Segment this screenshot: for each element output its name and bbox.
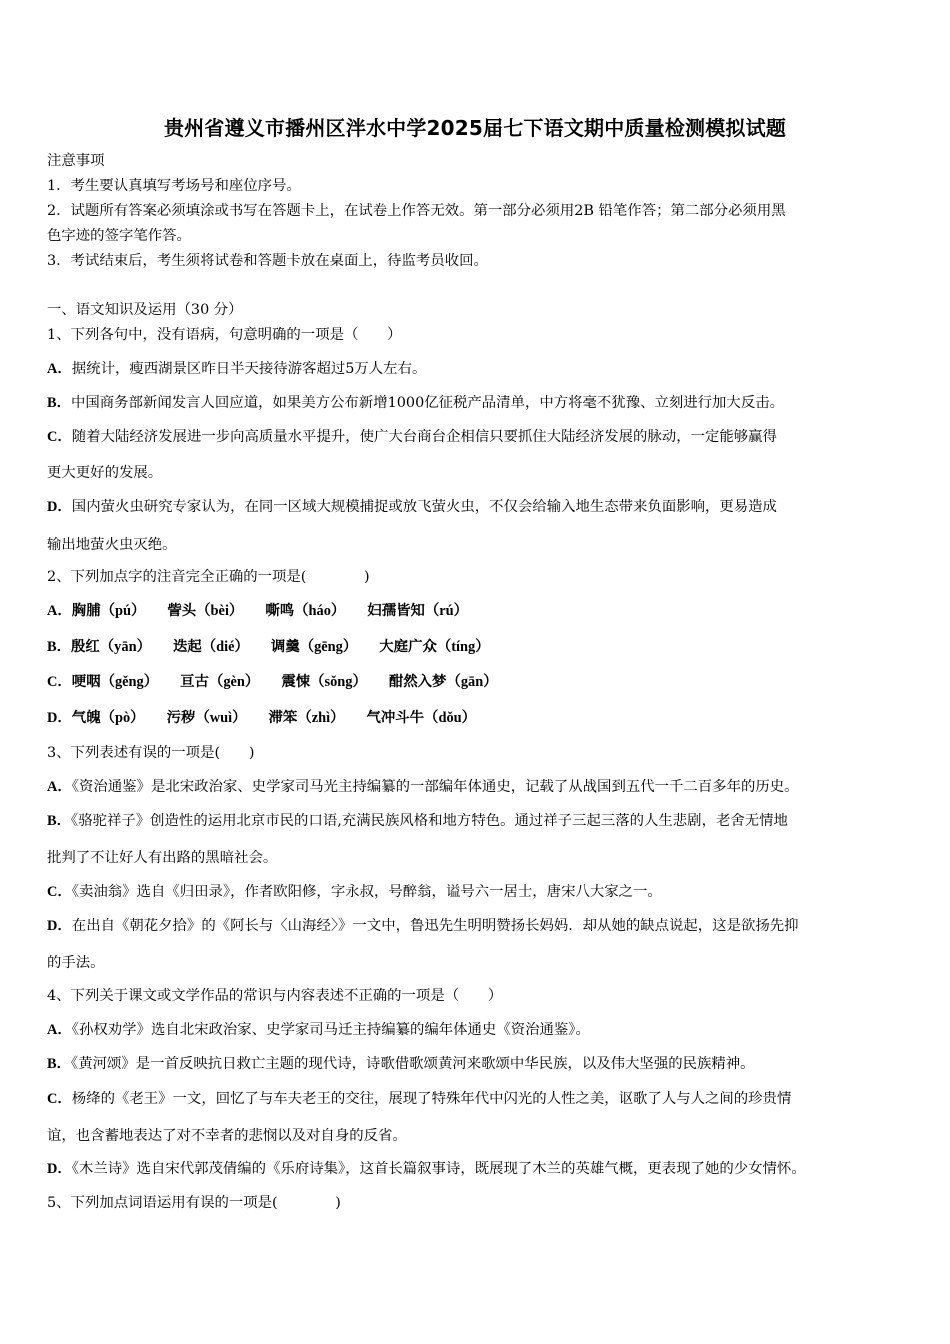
pinyin-item: 訾头（bèi） bbox=[167, 603, 244, 619]
option-label: D． bbox=[47, 1161, 72, 1177]
option-text: 国内萤火虫研究专家认为，在同一区域大规模捕捉或放飞萤火虫，不仅会给输入地生态带来负面影响，更易造成 bbox=[71, 499, 777, 515]
question-stem: 5、下列加点词语运用有误的一项是( ) bbox=[47, 1195, 341, 1211]
question-stem: 3、下列表述有误的一项是( ) bbox=[47, 745, 255, 761]
option-a bbox=[47, 1020, 917, 1040]
option-d bbox=[47, 497, 917, 517]
option-label: C． bbox=[47, 1091, 72, 1107]
pinyin-item: 震悚（sǒng） bbox=[281, 674, 367, 690]
pinyin-item: 酣然入梦（gān） bbox=[388, 674, 498, 690]
option-text: 《孙权劝学》选自北宋政治家、史学家司马迁主持编纂的编年体通史《资治通鉴》。 bbox=[71, 1022, 590, 1038]
option-a bbox=[47, 601, 917, 621]
option-c bbox=[47, 427, 917, 447]
option-c bbox=[47, 672, 917, 692]
option-c bbox=[47, 882, 917, 902]
option-label: B． bbox=[47, 395, 71, 411]
option-text: 随着大陆经济发展进一步向高质量水平提升，使广大台商台企相信只要抓住大陆经济发展的脉动，一定能够赢得 bbox=[71, 429, 777, 445]
question-stem: 4、下列关于课文或文学作品的常识与内容表述不正确的一项是（ ） bbox=[47, 988, 503, 1004]
option-text: 杨绛的《老王》一文，回忆了与车夫老王的交往，展现了特殊年代中闪光的人性之美，讴歌了人与人之间的珍贵情 bbox=[71, 1091, 792, 1107]
pinyin-item: 调羹（gēng） bbox=[270, 639, 358, 655]
option-d-cont: 的手法。 bbox=[47, 955, 105, 971]
pinyin-item: 嘶鸣（háo） bbox=[265, 603, 346, 619]
option-d-cont: 输出地萤火虫灭绝。 bbox=[47, 537, 177, 553]
option-label: A． bbox=[47, 779, 72, 795]
pinyin-item: 亘古（gèn） bbox=[180, 674, 260, 690]
option-b-cont: 批判了不让好人有出路的黑暗社会。 bbox=[47, 850, 278, 866]
option-d bbox=[47, 916, 917, 936]
option-c bbox=[47, 1089, 917, 1109]
option-label: B． bbox=[47, 1056, 71, 1072]
notice-heading: 注意事项 bbox=[47, 153, 105, 169]
option-text: 中国商务部新闻发言人回应道，如果美方公布新增1000亿征税产品清单，中方将毫不犹豫、立刻进行加大反击。 bbox=[71, 395, 784, 411]
pinyin-item: 气魄（pò） bbox=[71, 710, 145, 726]
option-text: 据统计，瘦西湖景区昨日半天接待游客超过5万人左右。 bbox=[71, 361, 427, 377]
option-b bbox=[47, 1054, 917, 1074]
page-title: 贵州省遵义市播州区泮水中学2025届七下语文期中质量检测模拟试题 bbox=[163, 116, 787, 140]
pinyin-item: 滞笨（zhì） bbox=[268, 710, 345, 726]
pinyin-item: 大庭广众（tíng） bbox=[379, 639, 490, 655]
option-b bbox=[47, 811, 917, 831]
option-text: 《卖油翁》选自《归田录》，作者欧阳修，字永叔，号醉翁，谥号六一居士，唐宋八大家之一。 bbox=[71, 884, 662, 900]
option-label: A． bbox=[47, 361, 72, 377]
option-label: C． bbox=[47, 674, 72, 690]
option-label: D． bbox=[47, 499, 72, 515]
option-d bbox=[47, 708, 917, 728]
notice-item: 色字迹的签字笔作答。 bbox=[47, 228, 191, 244]
notice-item: 3．考试结束后，考生须将试卷和答题卡放在桌面上，待监考员收回。 bbox=[47, 253, 488, 269]
option-label: C． bbox=[47, 884, 72, 900]
option-text: 《资治通鉴》是北宋政治家、史学家司马光主持编纂的一部编年体通史，记载了从战国到五代一千二百多年的历史。 bbox=[71, 779, 799, 795]
option-text: 《骆驼祥子》创造性的运用北京市民的口语,充满民族风格和地方特色。通过祥子三起三落的人生悲剧，老舍无情地 bbox=[71, 813, 788, 829]
pinyin-item: 妇孺皆知（rú） bbox=[367, 603, 469, 619]
option-a bbox=[47, 359, 917, 379]
option-b bbox=[47, 637, 917, 657]
pinyin-item: 哽咽（gěng） bbox=[71, 674, 159, 690]
pinyin-item: 迭起（dié） bbox=[172, 639, 249, 655]
pinyin-item: 胸脯（pú） bbox=[71, 603, 146, 619]
option-text: 《木兰诗》选自宋代郭茂倩编的《乐府诗集》，这首长篇叙事诗，既展现了木兰的英雄气概，更表现了她的少女情怀。 bbox=[71, 1161, 806, 1177]
option-text: 《黄河颂》是一首反映抗日救亡主题的现代诗，诗歌借歌颂黄河来歌颂中华民族，以及伟大坚强的民族精神。 bbox=[71, 1056, 755, 1072]
option-a bbox=[47, 777, 917, 797]
option-label: C． bbox=[47, 429, 72, 445]
option-c-cont: 谊，也含蓄地表达了对不幸者的悲悯以及对自身的反省。 bbox=[47, 1128, 407, 1144]
option-label: A． bbox=[47, 1022, 72, 1038]
option-label: A． bbox=[47, 603, 72, 619]
notice-item: 1．考生要认真填写考场号和座位序号。 bbox=[47, 178, 301, 194]
option-text: 在出自《朝花夕拾》的《阿长与〈山海经〉》一文中，鲁迅先生明明赞扬长妈妈．却从她的缺点说起，这是欲扬先抑 bbox=[71, 918, 799, 934]
section-heading: 一、语文知识及运用（30 分） bbox=[47, 302, 243, 318]
pinyin-item: 殷红（yān） bbox=[71, 639, 151, 655]
question-stem: 1、下列各句中，没有语病，句意明确的一项是（ ） bbox=[47, 327, 402, 343]
option-label: D． bbox=[47, 918, 72, 934]
option-label: D． bbox=[47, 710, 72, 726]
notice-item: 2．试题所有答案必须填涂或书写在答题卡上，在试卷上作答无效。第一部分必须用2B 铅笔作答；第二部分必须用黑 bbox=[47, 203, 786, 219]
option-label: B． bbox=[47, 813, 71, 829]
option-d bbox=[47, 1159, 917, 1179]
option-b bbox=[47, 393, 917, 413]
pinyin-item: 气冲斗牛（dǒu） bbox=[366, 710, 477, 726]
pinyin-item: 污秽（wuì） bbox=[166, 710, 247, 726]
option-label: B． bbox=[47, 639, 71, 655]
option-c-cont: 更大更好的发展。 bbox=[47, 465, 163, 481]
question-stem: 2、下列加点字的注音完全正确的一项是( ) bbox=[47, 569, 370, 585]
